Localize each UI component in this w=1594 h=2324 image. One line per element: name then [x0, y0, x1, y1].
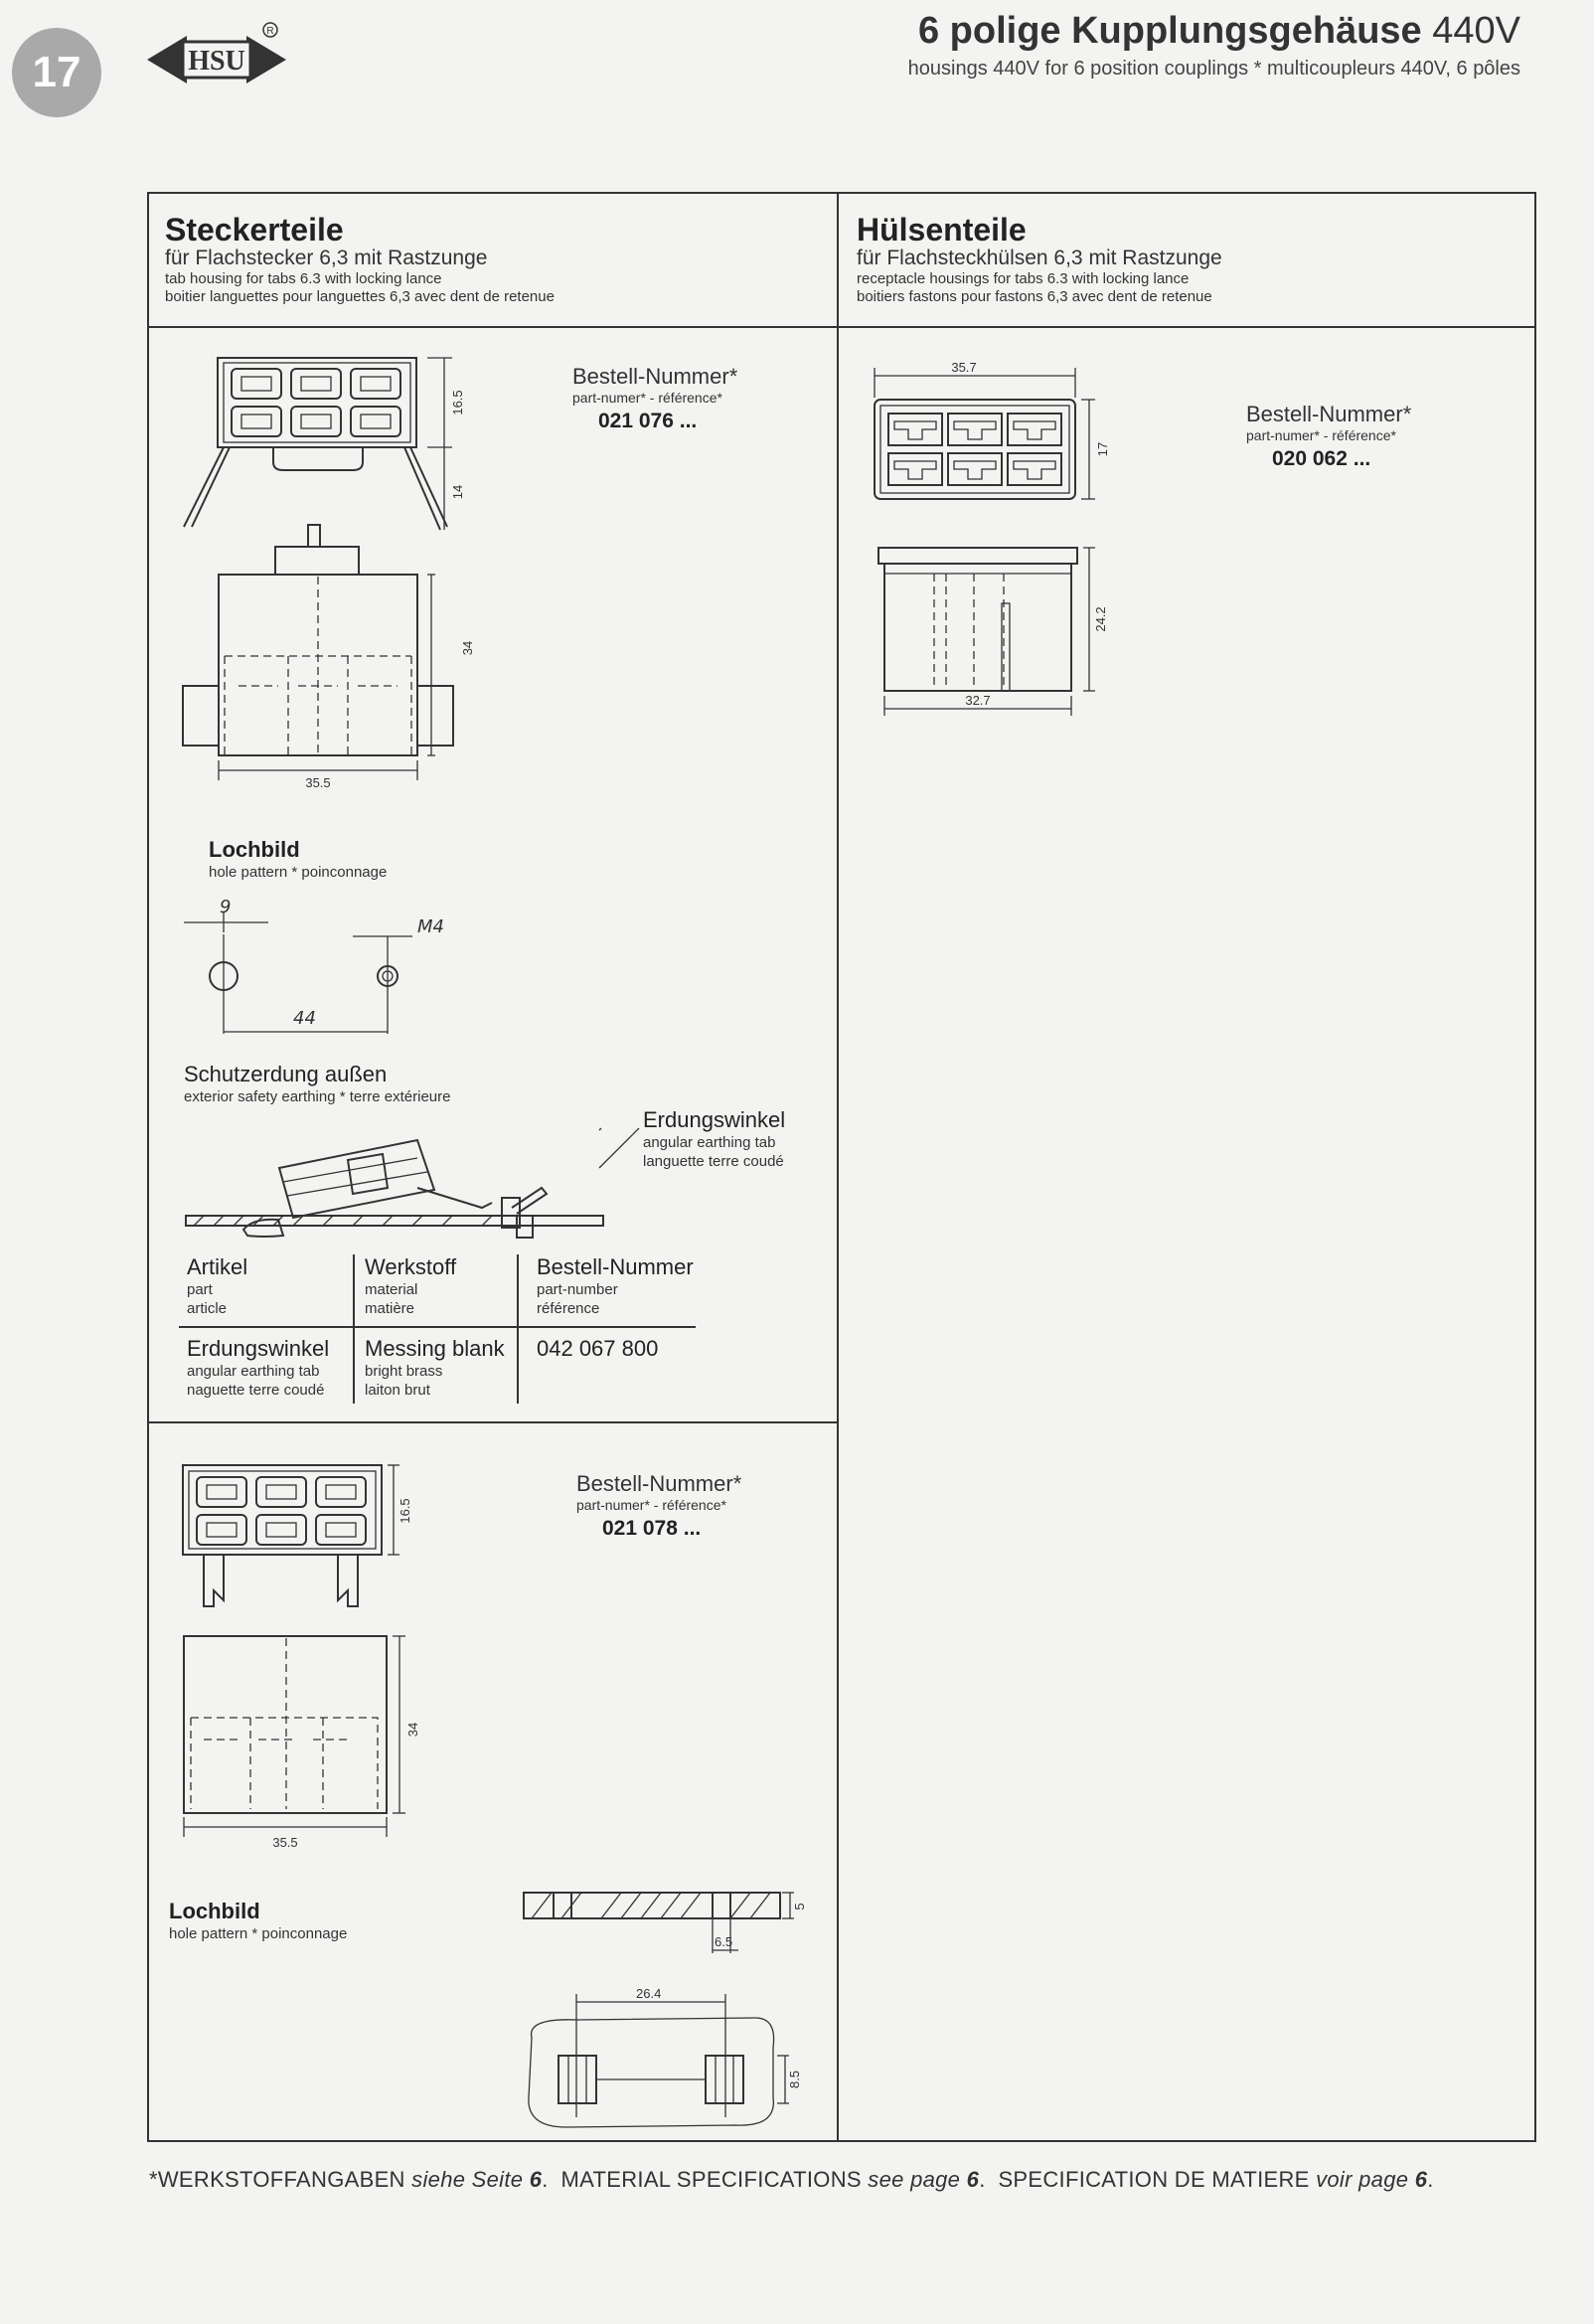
page-subtitle: housings 440V for 6 position couplings * multicoupleurs 440V, 6 pôles: [907, 58, 1520, 80]
table-header-part-number: Bestell-Nummer part-number référence: [537, 1254, 694, 1317]
dim-16-5: 16.5: [450, 390, 465, 415]
page-number-badge: 17: [12, 28, 101, 117]
receptacle-housing-side-view: [875, 542, 1133, 721]
table-row-article: Erdungswinkel angular earthing tab naguette terre coudé: [187, 1336, 330, 1399]
dim-32-7: 32.7: [965, 693, 991, 708]
svg-text:5: 5: [792, 1903, 807, 1910]
svg-text:M4: M4: [417, 916, 444, 937]
dim-34-b: 34: [405, 1722, 420, 1738]
lochbild-2-label: Lochbild hole pattern * poinconnage: [169, 1899, 348, 1942]
section-divider: [147, 1421, 839, 1423]
table-row-sep: [179, 1326, 696, 1328]
tab-housing-2-top-view: [179, 1461, 477, 1620]
svg-text:6.5: 6.5: [715, 1934, 733, 1949]
table-row-part-number: 042 067 800: [537, 1336, 659, 1361]
svg-text:26.4: 26.4: [636, 1986, 662, 2001]
svg-text:9: 9: [220, 897, 232, 917]
contact-cavities-2: [197, 1477, 366, 1545]
dim-14: 14: [450, 484, 465, 500]
hole-pattern-1: [184, 895, 482, 1044]
table-row-material: Messing blank bright brass laiton brut: [365, 1336, 505, 1399]
table-header-article: Artikel part article: [187, 1254, 248, 1317]
page-title: 6 polige Kupplungsgehäuse 440V: [917, 10, 1520, 52]
svg-text:R: R: [266, 26, 274, 37]
lochbild-1-label: Lochbild hole pattern * poinconnage: [209, 837, 388, 881]
dim-17: 17: [1095, 441, 1110, 457]
table-col-sep-2: [517, 1254, 519, 1404]
table-header-material: Werkstoff material matière: [365, 1254, 457, 1317]
order-block-021078: Bestell-Nummer* part-numer* - référence* 021 078 ...: [576, 1471, 742, 1540]
receptacle-housing-top-view: [865, 358, 1123, 507]
dim-35-7: 35.7: [951, 360, 977, 375]
tab-housing-side-view: [179, 517, 497, 805]
contact-cavities: [232, 369, 400, 436]
earthing-label: Schutzerdung außen exterior safety earthing * terre extérieure: [184, 1062, 451, 1105]
tab-housing-2-side-view: [179, 1630, 477, 1869]
earthing-tab-label: Erdungswinkel angular earthing tab languette terre coudé: [643, 1107, 786, 1170]
left-section-header: Steckerteile für Flachstecker 6,3 mit Rastzunge tab housing for tabs 6.3 with locking lance boitier languettes pour languettes 6,3 avec dent de retenue: [165, 212, 555, 305]
header-divider: [147, 326, 1534, 328]
tab-housing-top-view: [174, 353, 492, 542]
dim-16-5-b: 16.5: [398, 1498, 412, 1524]
receptacle-cavities: [888, 414, 1061, 485]
dim-24-2: 24.2: [1093, 606, 1108, 632]
footer-material-note: *WERKSTOFFANGABEN siehe Seite 6. MATERIAL SPECIFICATIONS see page 6. SPECIFICATION DE MATIERE voir page 6.: [149, 2167, 1434, 2192]
right-section-header: Hülsenteile für Flachsteckhülsen 6,3 mit Rastzunge receptacle housings for tabs 6.3 with locking lance boitiers fastons pour fastons 6,3 avec dent de retenue: [857, 212, 1222, 305]
order-block-020062: Bestell-Nummer* part-numer* - référence* 020 062 ...: [1246, 402, 1412, 470]
hsu-logo-icon: [147, 22, 296, 91]
hole-pattern-2-section: [522, 1889, 820, 1968]
svg-text:8.5: 8.5: [787, 2070, 802, 2089]
dim-35-5-b: 35.5: [272, 1835, 298, 1850]
table-col-sep-1: [353, 1254, 355, 1404]
dim-35-5: 35.5: [305, 775, 331, 790]
dim-34: 34: [460, 640, 475, 656]
order-block-021076: Bestell-Nummer* part-numer* - référence* 021 076 ...: [572, 364, 738, 432]
hole-pattern-2-plan: [517, 1988, 835, 2137]
svg-text:44: 44: [293, 1008, 316, 1029]
column-divider: [837, 192, 839, 2140]
svg-text:HSU: HSU: [188, 46, 245, 77]
earthing-assembly-drawing: [184, 1118, 621, 1247]
